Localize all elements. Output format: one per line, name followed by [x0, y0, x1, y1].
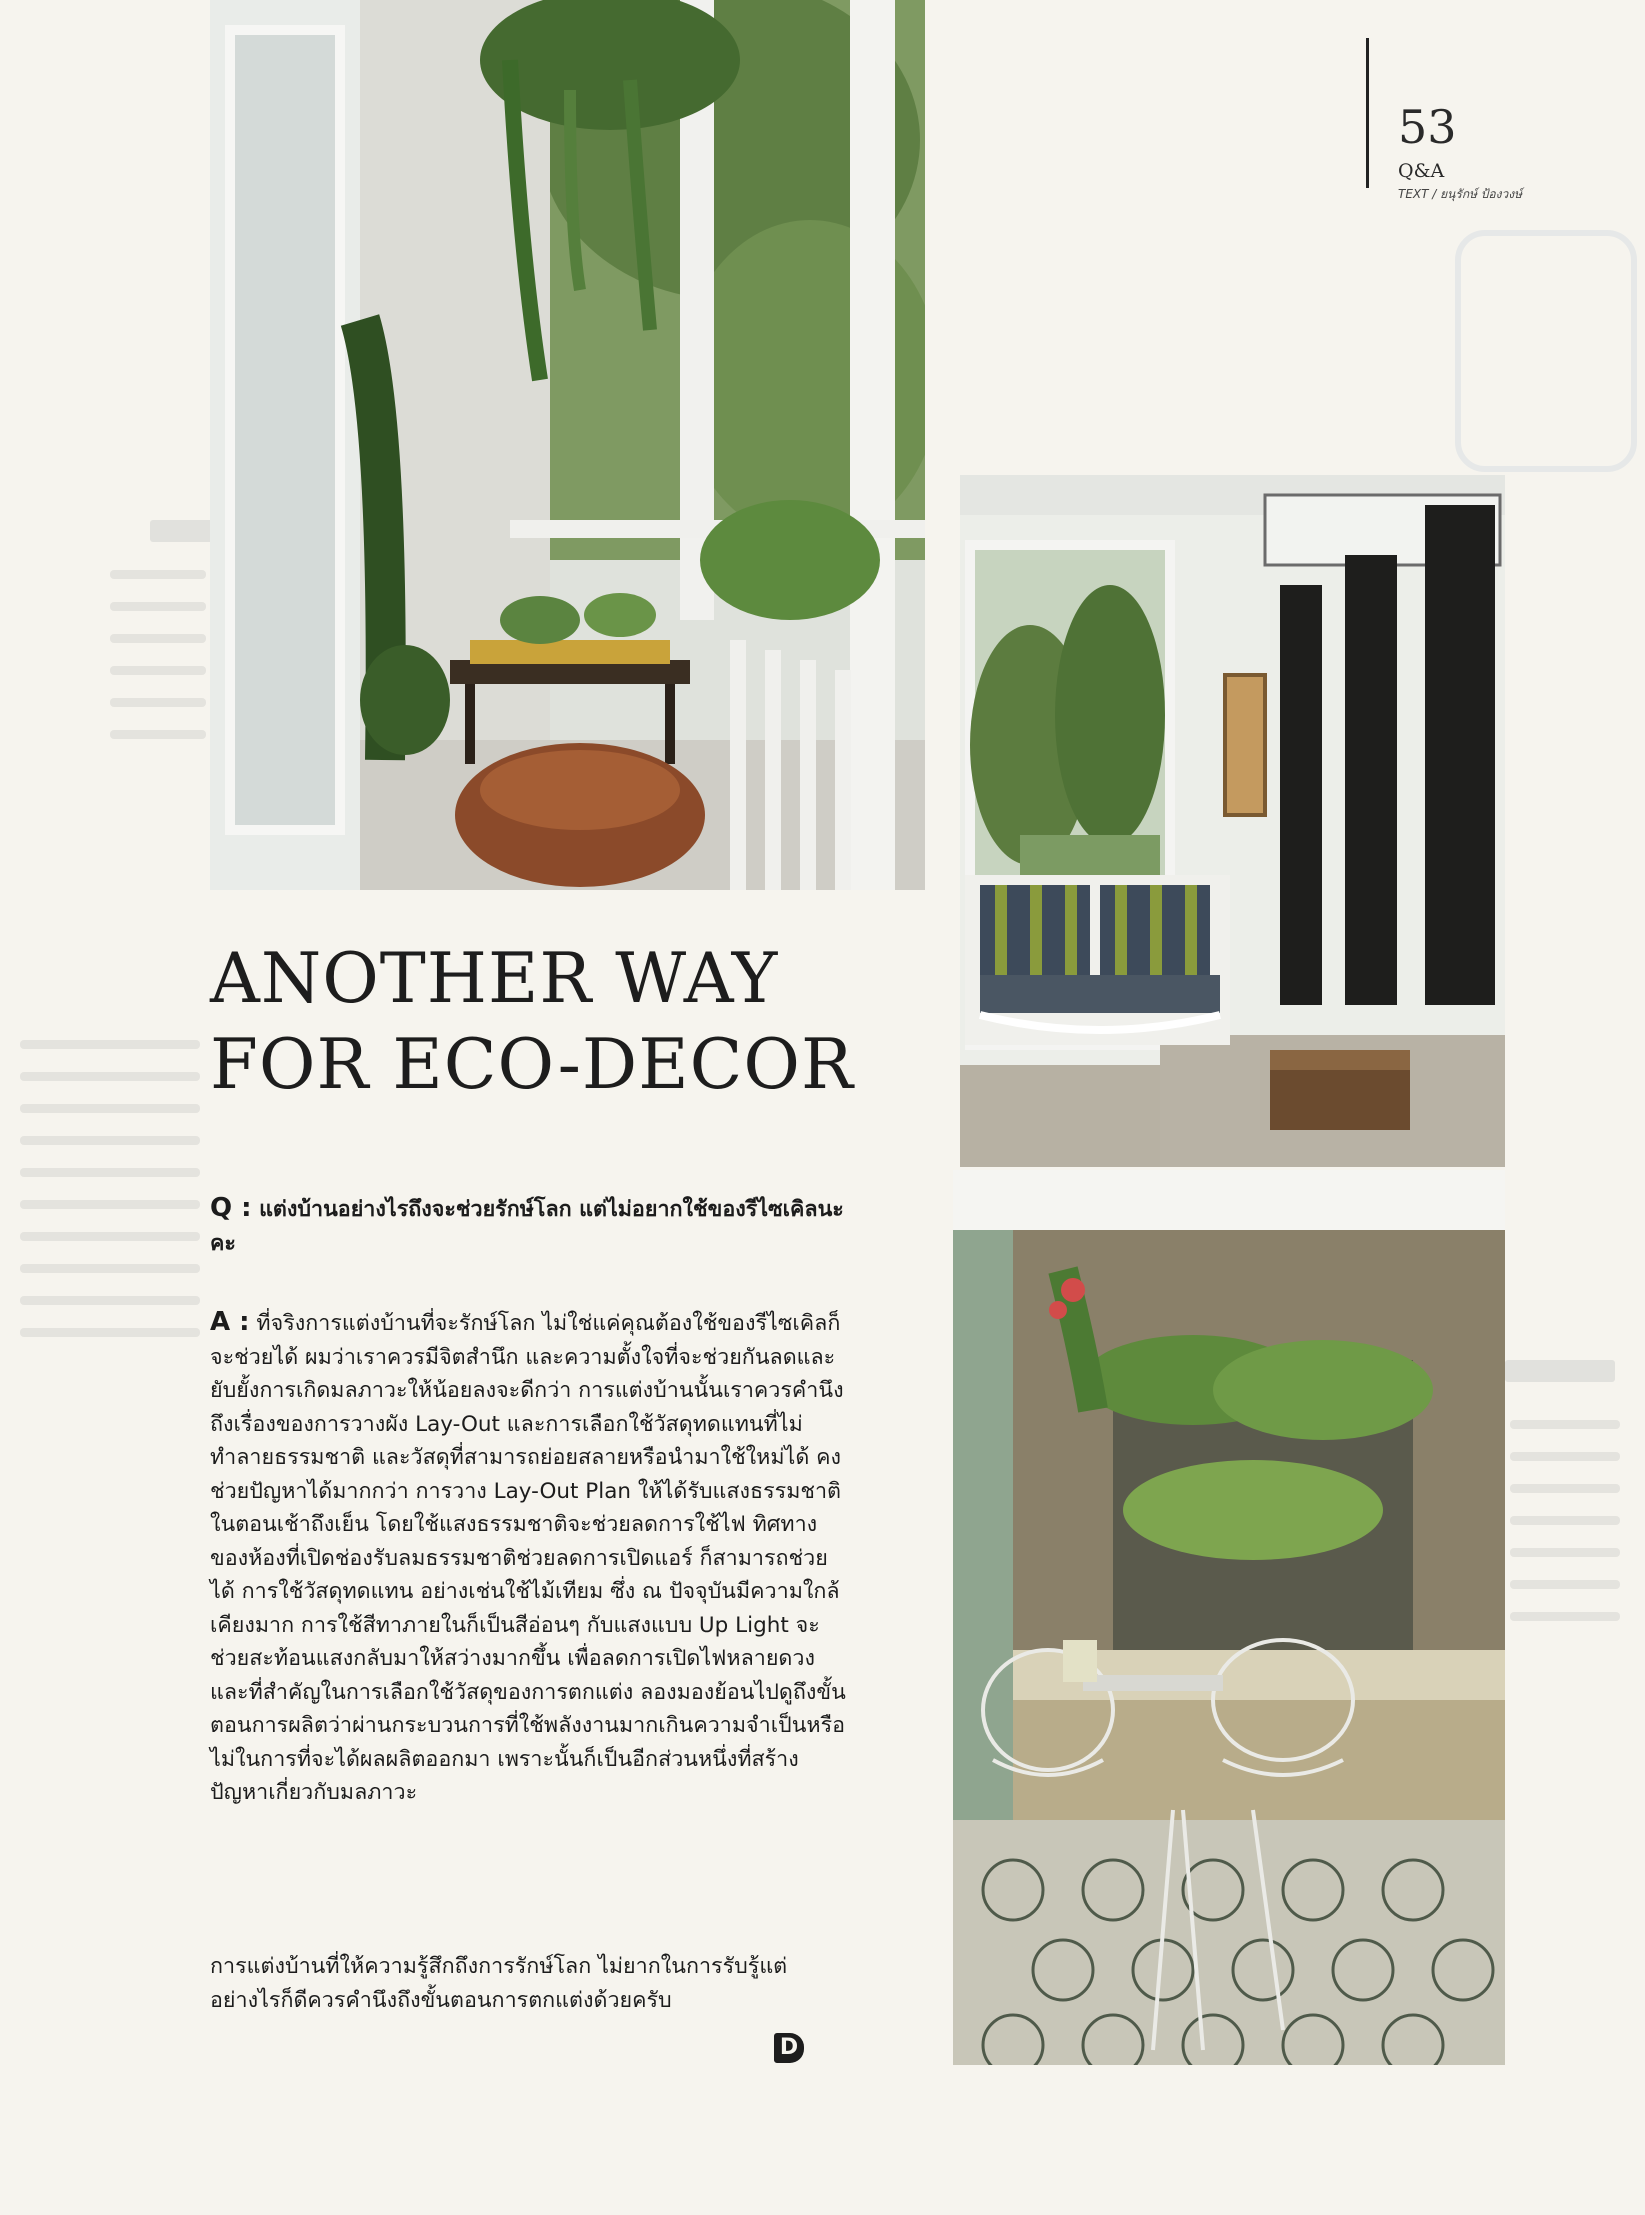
article-title: [210, 936, 910, 1108]
sunroom-photo: [960, 475, 1505, 1167]
closing-paragraph: การแต่งบ้านที่ให้ความรู้สึกถึงการรักษ์โลก ไม่ยากในการรับรู้แต่อย่างไรก็ดีควรคำนึงถึงขั้นตอนการตกแต่งด้วยครับ: [210, 1954, 788, 2013]
question-text: แต่งบ้านอย่างไรถึงจะช่วยรักษ์โลก แต่ไม่อยากใช้ของรีไซเคิลนะคะ: [210, 1197, 844, 1256]
header-rule: [1366, 38, 1369, 188]
courtyard-photo: [953, 1170, 1505, 2065]
author-credit: TEXT / ยนุรักษ์ ป้องวงษ์: [1398, 187, 1522, 201]
balcony-photo: [210, 0, 925, 890]
question-paragraph: [210, 1192, 850, 1260]
page-number: 53: [1398, 100, 1457, 154]
article-title-line-2: FOR ECO-DECOR: [210, 1025, 854, 1105]
section-label: Q&A: [1398, 160, 1445, 182]
answer-marker: A :: [210, 1307, 250, 1337]
answer-paragraph: [210, 1306, 850, 1810]
answer-text: ที่จริงการแต่งบ้านที่จะรักษ์โลก ไม่ใช่แค่คุณต้องใช้ของรีไซเคิลก็จะช่วยได้ ผมว่าเราควรมีจิตสำนึก และความตั้งใจที่จะช่วยกันลดและยับยั้งการเกิดมลภาวะให้น้อยลงจะดีกว่า การแต่งบ้านนั้นเราควรคำนึงถึงเรื่องของการวางผัง Lay-Out และการเลือกใช้วัสดุทดแทนที่ไม่ทำลายธรรมชาติ และวัสดุที่สามารถย่อยสลายหรือนำมาใช้ใหม่ได้ คงช่วยปัญหาได้มากกว่า การวาง Lay-Out Plan ให้ได้รับแสงธรรมชาติในตอนเช้าถึงเย็น โดยใช้แสงธรรมชาติจะช่วยลดการใช้ไฟ ทิศทางของห้องที่เปิดช่องรับลมธรรมชาติช่วยลดการเปิดแอร์ ก็สามารถช่วยได้ การใช้วัสดุทดแทน อย่างเช่นใช้ไม้เทียม ซึ่ง ณ ปัจจุบันมีความใกล้เคียงมาก การใช้สีทาภายในก็เป็นสีอ่อนๆ กับแสงแบบ Up Light จะช่วยสะท้อนแสงกลับมาให้สว่างมากขึ้น เพื่อลดการเปิดไฟหลายดวง และที่สำคัญในการเลือกใช้วัสดุของการตกแต่ง ลองมองย้อนไปดูถึงขั้นตอนการผลิตว่าผ่านกระบวนการที่ใช้พลังงานมากเกินความจำเป็นหรือไม่ในการที่จะได้ผลผลิตออกมา เพราะนั้นก็เป็นอีกส่วนหนึ่งที่สร้างปัญหาเกี่ยวกับมลภาวะ: [210, 1311, 846, 1805]
article-title-line-1: ANOTHER WAY: [210, 939, 779, 1019]
question-marker: Q :: [210, 1193, 252, 1223]
end-mark-logo: D: [774, 2033, 804, 2063]
